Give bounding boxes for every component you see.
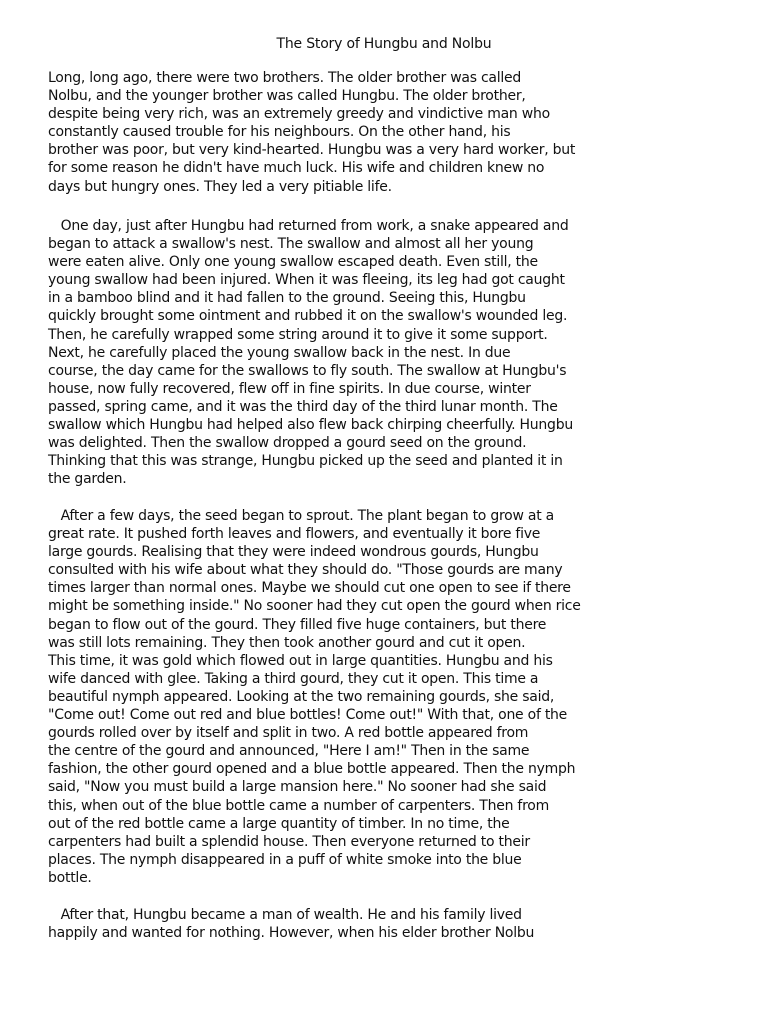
text-line: for some reason he didn't have much luck. His wife and children knew no — [48, 160, 545, 177]
text-line: swallow which Hungbu had helped also flew back chirping cheerfully. Hungbu — [48, 417, 573, 434]
text-line: constantly caused trouble for his neighbours. On the other hand, his — [48, 124, 511, 141]
text-line: Nolbu, and the younger brother was called Hungbu. The older brother, — [48, 88, 526, 105]
paragraph-3 — [48, 507, 748, 887]
text-line: consulted with his wife about what they should do. "Those gourds are many — [48, 562, 563, 579]
text-line: beautiful nymph appeared. Looking at the two remaining gourds, she said, — [48, 688, 555, 705]
text-line: young swallow had been injured. When it was fleeing, its leg had got caught — [48, 272, 565, 289]
text-line: the centre of the gourd and announced, "Here I am!" Then in the same — [48, 743, 530, 760]
text-line: began to flow out of the gourd. They filled five huge containers, but there — [48, 616, 547, 633]
text-line: house, now fully recovered, flew off in fine spirits. In due course, winter — [48, 380, 531, 397]
text-line: bottle. — [48, 869, 92, 886]
text-line: After that, Hungbu became a man of wealth. He and his family lived — [48, 907, 522, 923]
text-line: was still lots remaining. They then took another gourd and cut it open. — [48, 634, 526, 651]
text-line: passed, spring came, and it was the third day of the third lunar month. The — [48, 398, 558, 415]
text-line: Next, he carefully placed the young swallow back in the nest. In due — [48, 344, 511, 361]
text-line: was delighted. Then the swallow dropped a gourd seed on the ground. — [48, 435, 527, 452]
text-line: were eaten alive. Only one young swallow escaped death. Even still, the — [48, 254, 538, 271]
text-line: said, "Now you must build a large mansion here." No sooner had she said — [48, 779, 547, 796]
paragraph-4 — [48, 906, 748, 942]
text-line: happily and wanted for nothing. However, when his elder brother Nolbu — [48, 925, 535, 942]
text-line: out of the red bottle came a large quantity of timber. In no time, the — [48, 815, 510, 832]
paragraph-1 — [48, 69, 748, 196]
paragraph-2 — [48, 217, 748, 488]
text-line: wife danced with glee. Taking a third gourd, they cut it open. This time a — [48, 670, 539, 687]
text-line: course, the day came for the swallows to fly south. The swallow at Hungbu's — [48, 362, 567, 379]
text-line: Long, long ago, there were two brothers. The older brother was called — [48, 70, 522, 86]
text-line: in a bamboo blind and it had fallen to the ground. Seeing this, Hungbu — [48, 290, 526, 307]
text-line: quickly brought some ointment and rubbed it on the swallow's wounded leg. — [48, 308, 568, 325]
text-line: After a few days, the seed began to sprout. The plant began to grow at a — [48, 508, 554, 524]
text-line: carpenters had built a splendid house. Then everyone returned to their — [48, 833, 530, 850]
text-line: gourds rolled over by itself and split in two. A red bottle appeared from — [48, 725, 529, 742]
document-title: The Story of Hungbu and Nolbu — [276, 36, 492, 52]
text-line: the garden. — [48, 471, 127, 488]
text-line: began to attack a swallow's nest. The swallow and almost all her young — [48, 236, 534, 253]
text-line: large gourds. Realising that they were indeed wondrous gourds, Hungbu — [48, 544, 539, 561]
text-line: Thinking that this was strange, Hungbu picked up the seed and planted it in — [48, 453, 563, 470]
text-line: fashion, the other gourd opened and a blue bottle appeared. Then the nymph — [48, 761, 576, 778]
text-line: One day, just after Hungbu had returned from work, a snake appeared and — [48, 218, 569, 234]
text-line: might be something inside." No sooner had they cut open the gourd when rice — [48, 598, 581, 615]
text-line: great rate. It pushed forth leaves and flowers, and eventually it bore five — [48, 526, 541, 543]
text-line: despite being very rich, was an extremely greedy and vindictive man who — [48, 106, 550, 123]
text-line: this, when out of the blue bottle came a number of carpenters. Then from — [48, 797, 549, 814]
text-line: days but hungry ones. They led a very pitiable life. — [48, 178, 392, 195]
text-line: places. The nymph disappeared in a puff of white smoke into the blue — [48, 851, 522, 868]
text-line: This time, it was gold which flowed out in large quantities. Hungbu and his — [48, 652, 553, 669]
text-line: times larger than normal ones. Maybe we should cut one open to see if there — [48, 580, 571, 597]
text-line: Then, he carefully wrapped some string around it to give it some support. — [48, 326, 548, 343]
text-line: brother was poor, but very kind-hearted. Hungbu was a very hard worker, but — [48, 142, 576, 159]
text-line: "Come out! Come out red and blue bottles! Come out!" With that, one of the — [48, 707, 568, 724]
